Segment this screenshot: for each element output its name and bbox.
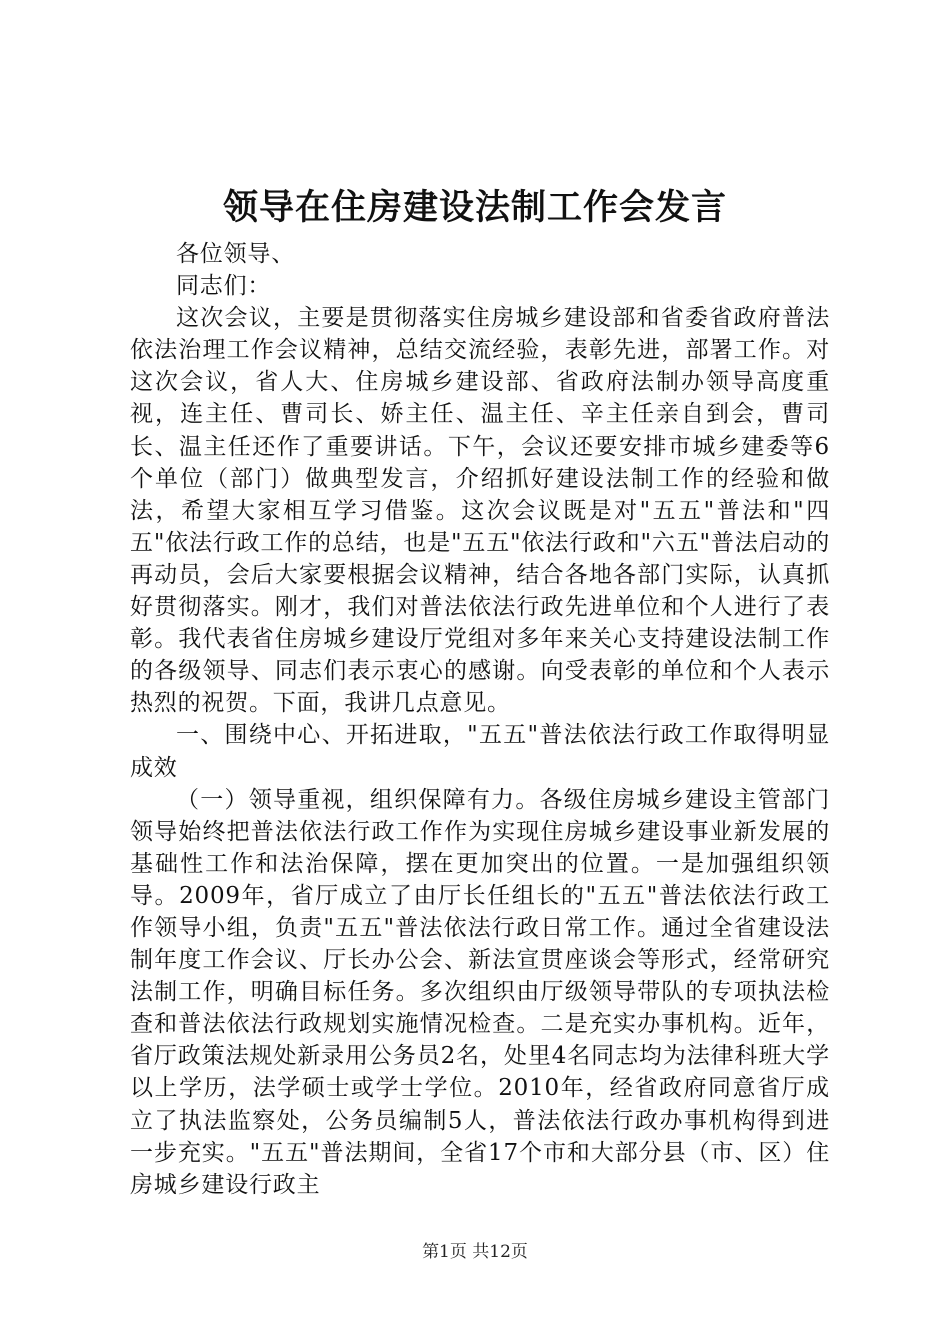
body-paragraph: 这次会议，主要是贯彻落实住房城乡建设部和省委省政府普法依法治理工作会议精神，总结交流经验，表彰先进，部署工作。对这次会议，省人大、住房城乡建设部、省政府法制办领导高度重视，连主任、曹司长、娇主任、温主任、辛主任亲自到会，曹司长、温主任还作了重要讲话。下午，会议还要安排市城乡建委等6个单位（部门）做典型发言，介绍抓好建设法制工作的经验和做法，希望大家相互学习借鉴。这次会议既是对"五五"普法和"四五"依法行政工作的总结，也是"五五"依法行政和"六五"普法启动的再动员，会后大家要根据会议精神，结合各地各部门实际，认真抓好贯彻落实。刚才，我们对普法依法行政先进单位和个人进行了表彰。我代表省住房城乡建设厅党组对多年来关心支持建设法制工作的各级领导、同志们表示衷心的感谢。向受表彰的单位和个人表示热烈的祝贺。下面，我讲几点意见。 [130,305,830,717]
salutation-line: 各位领导、 [176,241,295,267]
page-number-footer: 第1页 共12页 [422,1242,528,1262]
section-heading: 一、围绕中心、开拓进取，"五五"普法依法行政工作取得明显成效 [130,722,830,781]
body-paragraph: （一）领导重视，组织保障有力。各级住房城乡建设主管部门领导始终把普法依法行政工作作为实现住房城乡建设事业新发展的基础性工作和法治保障，摆在更加突出的位置。一是加强组织领导。2009年，省厅成立了由厅长任组长的"五五"普法依法行政工作领导小组，负责"五五"普法依法行政日常工作。通过全省建设法制年度工作会议、厅长办公会、新法宣贯座谈会等形式，经常研究法制工作，明确目标任务。多次组织由厅级领导带队的专项执法检查和普法依法行政规划实施情况检查。二是充实办事机构。近年，省厅政策法规处新录用公务员2名，处里4名同志均为法律科班大学以上学历，法学硕士或学士学位。2010年，经省政府同意省厅成立了执法监察处，公务员编制5人，普法依法行政办事机构得到进一步充实。"五五"普法期间，全省17个市和大部分县（市、区）住房城乡建设行政主 [130,786,830,1198]
document-title: 领导在住房建设法制工作会发言 [222,187,727,228]
document-body [130,238,830,1201]
salutation-line: 同志们： [176,273,272,300]
